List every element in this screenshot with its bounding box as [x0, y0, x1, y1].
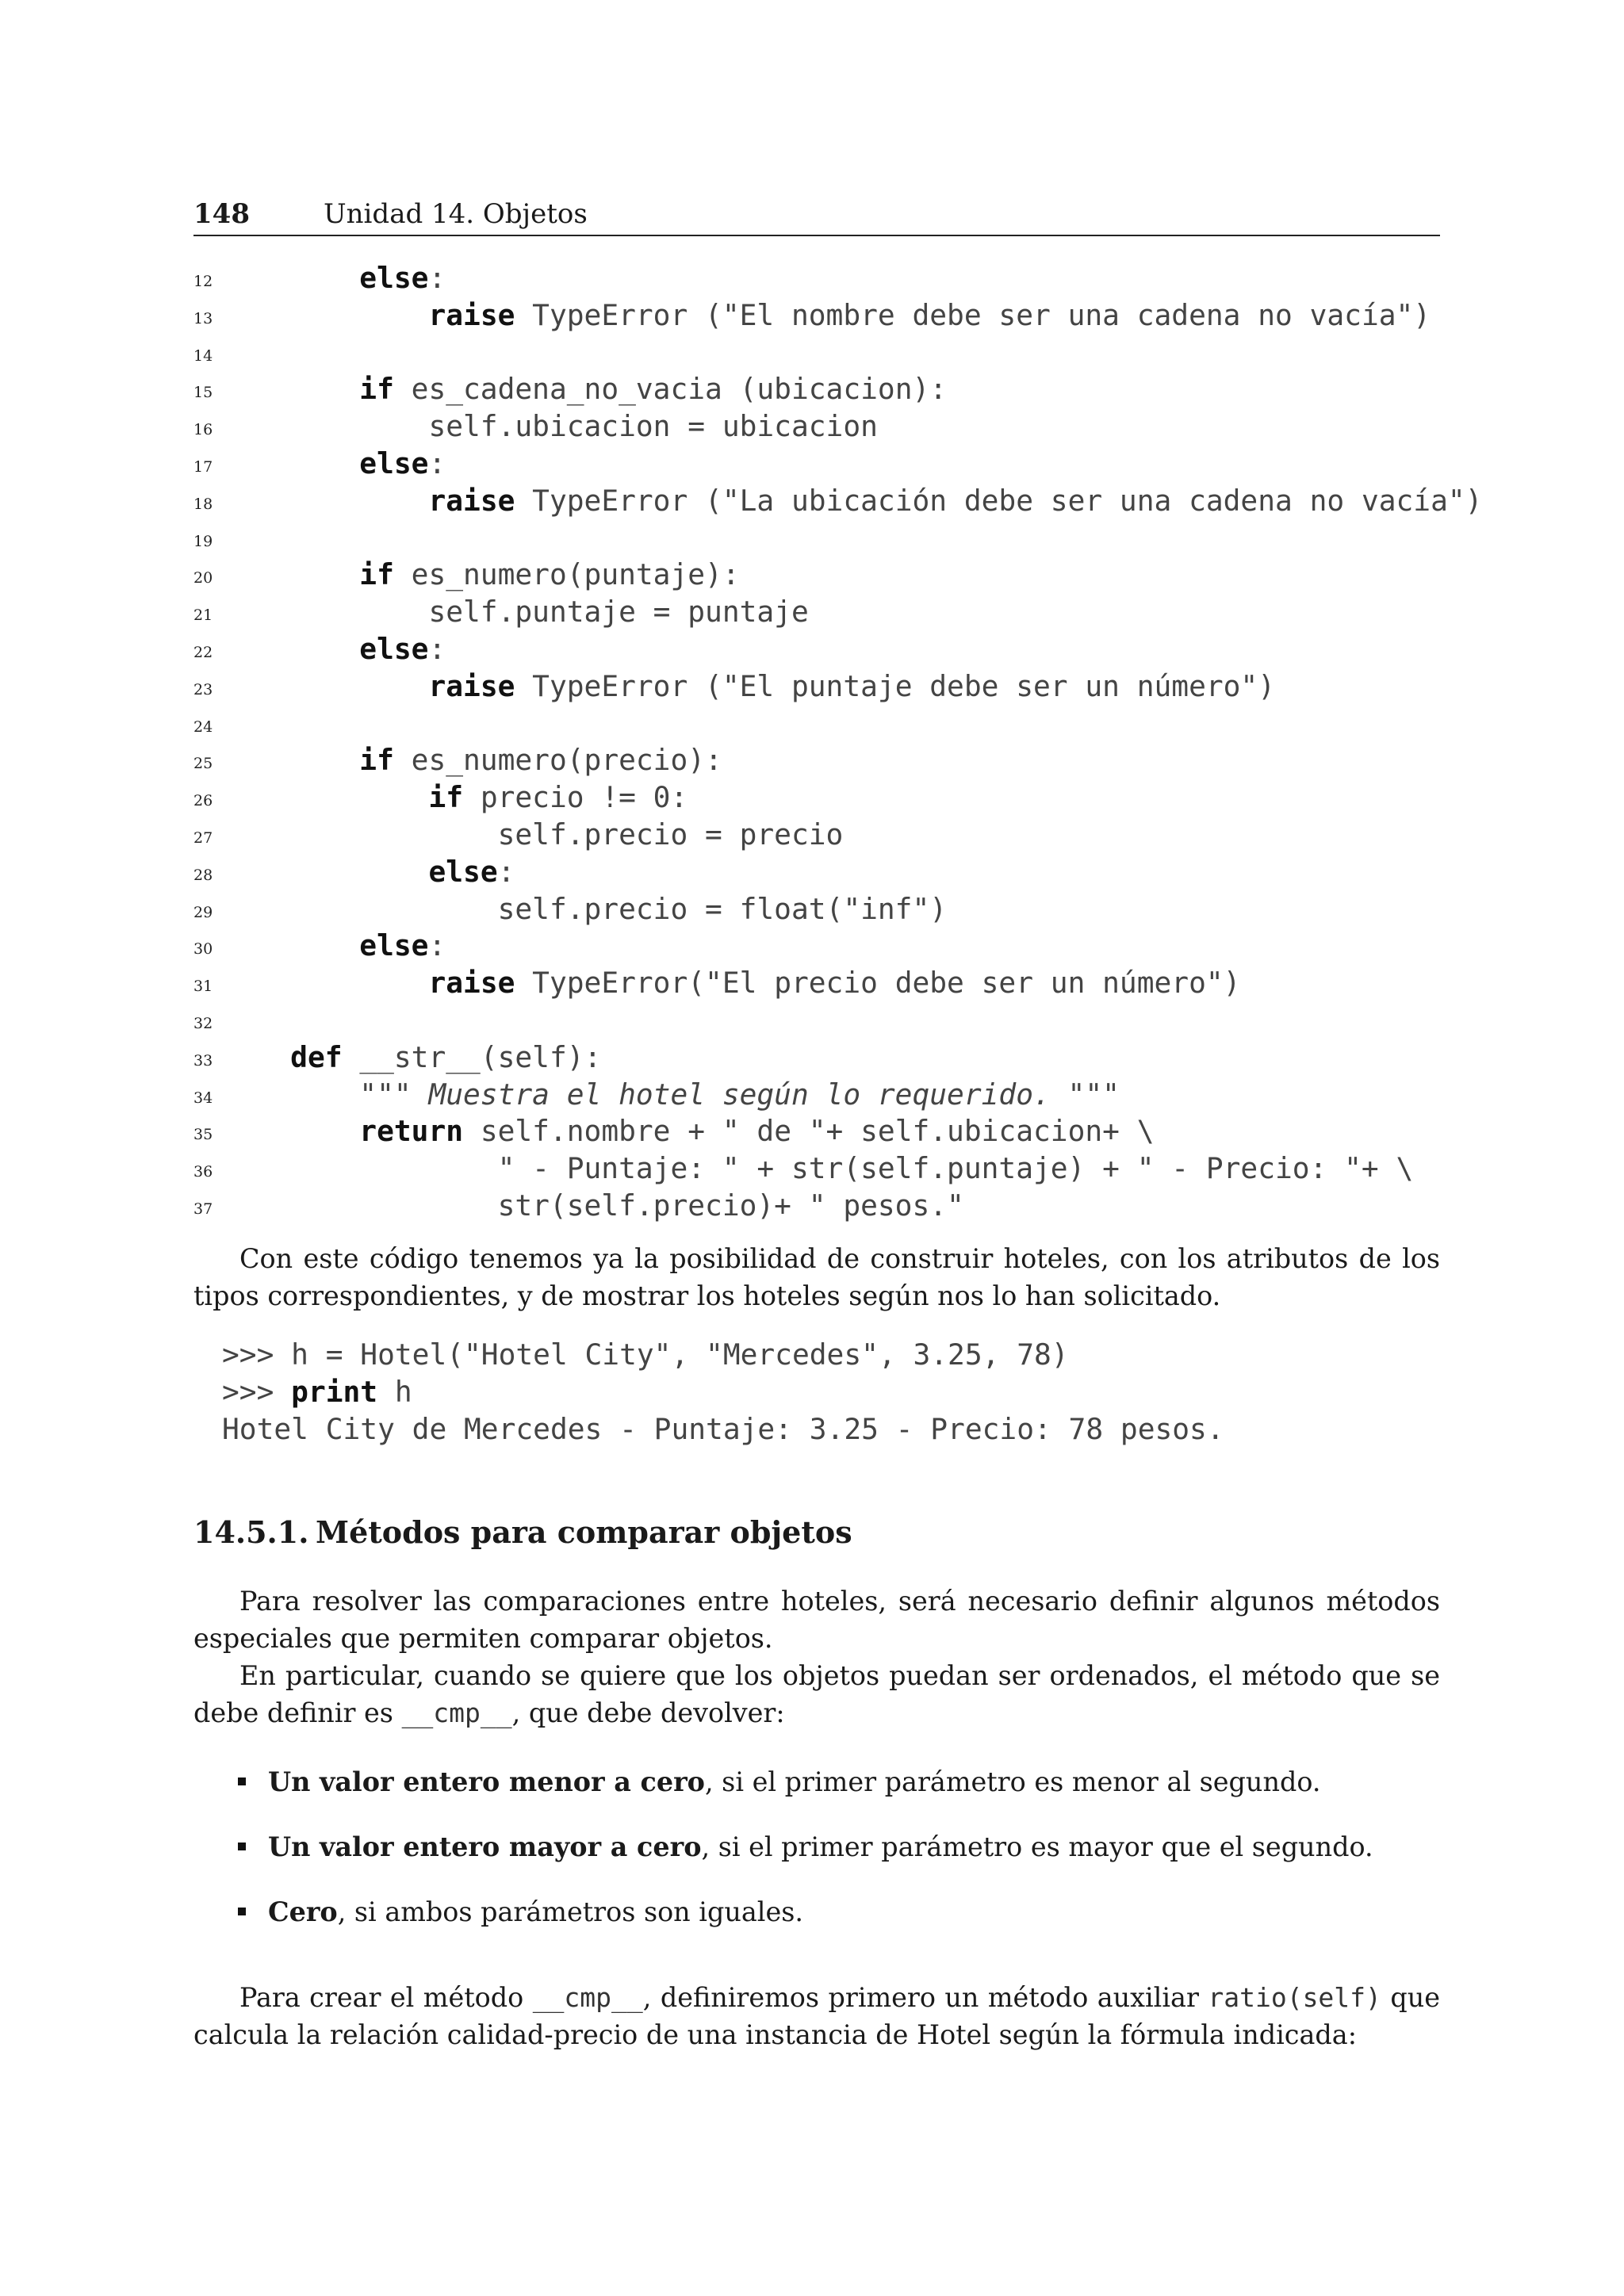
code-line — [0, 1113, 1624, 1150]
code-text — [221, 1113, 1155, 1150]
line-number: 32 — [193, 1014, 213, 1032]
line-number: 13 — [193, 309, 213, 327]
interpreter-session — [222, 1337, 1224, 1448]
section-title: Métodos para comparar objetos — [316, 1514, 852, 1550]
code-token — [221, 484, 428, 518]
code-token: self.precio = precio — [221, 817, 844, 851]
code-line — [0, 408, 1624, 446]
bullet-square-icon — [238, 1843, 246, 1850]
code-token — [221, 446, 359, 480]
list-item-description: , si el primer parámetro es mayor que el segundo. — [701, 1831, 1373, 1862]
code-line — [0, 1002, 1624, 1039]
code-token — [221, 557, 359, 591]
line-number: 22 — [193, 643, 213, 661]
code-token: es_cadena_no_vacia (ubicacion): — [393, 372, 948, 407]
code-text — [221, 668, 1275, 706]
code-token: : — [428, 928, 446, 963]
code-keyword: if — [359, 557, 394, 592]
code-keyword: def — [290, 1039, 343, 1074]
code-token — [221, 669, 428, 703]
interpreter-line — [222, 1374, 1224, 1411]
code-token: es_numero(puntaje): — [393, 557, 740, 592]
code-keyword: if — [359, 372, 394, 407]
code-text — [221, 1077, 1120, 1114]
bullet-square-icon — [238, 1777, 246, 1785]
code-text — [221, 631, 446, 668]
code-token: : — [428, 631, 446, 666]
code-line — [0, 817, 1624, 854]
code-line — [0, 483, 1624, 520]
line-number: 21 — [193, 607, 213, 625]
line-number: 16 — [193, 421, 213, 439]
code-token: str(self.precio)+ " pesos." — [221, 1188, 964, 1223]
interpreter-line — [222, 1411, 1224, 1448]
code-token — [221, 1077, 359, 1112]
line-number: 23 — [193, 680, 213, 698]
line-number: 30 — [193, 940, 213, 959]
code-text — [221, 408, 878, 446]
paragraph-intro: Con este código tenemos ya la posibilidad de construir hoteles, con los atributos de los tipos correspondientes, y de mostrar los hoteles según nos lo han solicitado. — [193, 1243, 1440, 1311]
code-keyword: raise — [428, 483, 515, 518]
code-line — [0, 594, 1624, 631]
code-keyword: return — [359, 1114, 464, 1149]
code-line — [0, 891, 1624, 928]
code-keyword: raise — [428, 668, 515, 703]
interpreter-line — [222, 1337, 1224, 1374]
code-keyword: else — [359, 261, 429, 295]
code-text — [221, 779, 688, 817]
paragraph-ratio-text-2: , definiremos primero un método auxiliar — [642, 1982, 1208, 2013]
bullet-square-icon — [238, 1908, 246, 1915]
line-number: 14 — [193, 346, 213, 365]
code-line — [0, 446, 1624, 483]
code-token — [221, 780, 428, 814]
code-line — [0, 779, 1624, 817]
page-number: 148 — [193, 198, 250, 230]
code-text — [221, 891, 947, 928]
code-token: : — [497, 854, 515, 889]
list-item-text — [268, 1828, 1373, 1866]
code-text — [221, 1150, 1413, 1188]
list-item-description: , si el primer parámetro es menor al segundo. — [704, 1766, 1321, 1797]
code-line — [0, 335, 1624, 372]
list-item — [238, 1763, 1443, 1828]
code-line — [0, 520, 1624, 557]
code-line — [0, 668, 1624, 706]
code-token: >>> — [222, 1374, 292, 1409]
code-token — [221, 855, 428, 889]
code-text — [221, 557, 740, 594]
code-line — [0, 260, 1624, 297]
code-token: : — [428, 261, 446, 295]
list-item — [238, 1828, 1443, 1893]
code-text — [221, 371, 947, 408]
line-number: 28 — [193, 866, 213, 884]
line-number: 20 — [193, 569, 213, 587]
code-line — [0, 297, 1624, 335]
return-values-list — [238, 1763, 1443, 1958]
line-number: 25 — [193, 755, 213, 773]
line-number: 37 — [193, 1200, 213, 1218]
code-text — [221, 817, 843, 854]
code-text — [221, 854, 515, 891]
ratio-code-inline: ratio(self) — [1208, 1982, 1381, 2013]
paragraph-cmp-text-2: , que debe devolver: — [511, 1697, 785, 1728]
code-token: " - Puntaje: " + str(self.puntaje) + " - Precio: "+ \ — [221, 1151, 1414, 1186]
code-line — [0, 742, 1624, 779]
code-token: precio != 0: — [463, 780, 688, 815]
code-text — [221, 297, 1431, 335]
code-text — [221, 446, 446, 483]
code-token — [221, 632, 359, 666]
code-docstring: """ Muestra el hotel según lo requerido. """ — [359, 1077, 1120, 1112]
code-line — [0, 706, 1624, 743]
code-line — [0, 1188, 1624, 1225]
line-number: 26 — [193, 792, 213, 810]
code-token: self.nombre + " de "+ self.ubicacion+ \ — [463, 1114, 1155, 1149]
line-number: 34 — [193, 1089, 213, 1107]
line-number: 33 — [193, 1051, 213, 1070]
code-token: self.ubicacion = ubicacion — [221, 409, 878, 444]
code-token: >>> h = Hotel("Hotel City", "Mercedes", 3.25, 78) — [222, 1337, 1069, 1372]
paragraph-ratio — [193, 1979, 1440, 2053]
code-token — [221, 928, 359, 962]
code-line — [0, 557, 1624, 594]
code-keyword: else — [359, 928, 429, 963]
code-token: TypeError ("El nombre debe ser una cadena no vacía") — [515, 297, 1431, 332]
page-header — [193, 192, 1440, 236]
code-line — [0, 1150, 1624, 1188]
line-number: 19 — [193, 532, 213, 550]
code-keyword: else — [359, 631, 429, 666]
line-number: 15 — [193, 384, 213, 402]
list-item-term: Un valor entero menor a cero — [268, 1766, 705, 1797]
code-token: TypeError("El precio debe ser un número") — [515, 966, 1241, 1001]
code-line — [0, 965, 1624, 1002]
code-token: : — [428, 446, 446, 480]
paragraph-ratio-text-1: Para crear el método — [239, 1982, 533, 2013]
paragraph-cmp-text-1: En particular, cuando se quiere que los objetos puedan ser ordenados, el método que se debe definir es — [193, 1660, 1440, 1728]
code-token: self.precio = float("inf") — [221, 891, 948, 926]
code-line — [0, 928, 1624, 965]
code-line — [0, 854, 1624, 891]
code-keyword: if — [359, 743, 394, 778]
code-text — [221, 965, 1240, 1002]
code-text — [221, 483, 1482, 520]
code-text — [221, 1039, 601, 1077]
code-listing — [0, 260, 1624, 1225]
list-item-text — [268, 1893, 803, 1931]
code-keyword: raise — [428, 297, 515, 332]
line-number: 12 — [193, 273, 213, 290]
code-line — [0, 631, 1624, 668]
chapter-title: Unidad 14. Objetos — [324, 198, 588, 230]
line-number: 17 — [193, 457, 213, 476]
section-number: 14.5.1. — [193, 1514, 309, 1550]
list-item-term: Un valor entero mayor a cero — [268, 1831, 702, 1862]
code-token: Hotel City de Mercedes - Puntaje: 3.25 - Precio: 78 pesos. — [222, 1411, 1224, 1446]
code-text — [221, 1188, 964, 1225]
list-item — [238, 1893, 1443, 1958]
code-keyword: print — [291, 1374, 378, 1409]
list-item-term: Cero — [268, 1896, 338, 1927]
code-token: es_numero(precio): — [393, 743, 722, 778]
line-number: 36 — [193, 1163, 213, 1181]
code-keyword: raise — [428, 966, 515, 1001]
code-line — [0, 1039, 1624, 1077]
list-item-description: , si ambos parámetros son iguales. — [337, 1896, 803, 1927]
code-token: __str__(self): — [342, 1039, 602, 1074]
code-line — [0, 1077, 1624, 1114]
paragraph-cmp — [193, 1657, 1440, 1732]
code-token — [221, 1040, 290, 1074]
line-number: 31 — [193, 978, 213, 996]
paragraph-ratio-text-3: que calcula la relación calidad-precio de una instancia de Hotel según la fórmula indicada: — [193, 1982, 1440, 2050]
code-text — [221, 742, 722, 779]
line-number: 18 — [193, 495, 213, 513]
code-keyword: else — [428, 854, 498, 889]
code-token: self.puntaje = puntaje — [221, 595, 809, 629]
cmp-code: __cmp__ — [401, 1697, 512, 1728]
code-text — [221, 928, 446, 965]
code-token — [221, 743, 359, 777]
paragraph-comparisons: Para resolver las comparaciones entre hoteles, será necesario definir algunos métodos especiales que permiten comparar objetos. — [193, 1586, 1440, 1654]
line-number: 24 — [193, 718, 213, 736]
code-keyword: if — [428, 780, 464, 815]
code-token: TypeError ("El puntaje debe ser un número") — [515, 668, 1276, 703]
code-token — [221, 298, 428, 332]
line-number: 29 — [193, 903, 213, 921]
line-number: 27 — [193, 828, 213, 847]
line-number: 35 — [193, 1126, 213, 1144]
code-line — [0, 371, 1624, 408]
code-text — [221, 260, 446, 297]
code-token — [221, 261, 359, 295]
list-item-text — [268, 1763, 1320, 1800]
cmp-code-inline: __cmp__ — [532, 1982, 643, 2013]
code-keyword: else — [359, 446, 429, 480]
code-token — [221, 372, 359, 406]
section-heading — [193, 1513, 852, 1552]
code-token — [221, 1114, 359, 1148]
code-text — [221, 594, 809, 631]
code-token — [221, 966, 428, 1000]
code-token: h — [377, 1374, 412, 1409]
code-token: TypeError ("La ubicación debe ser una cadena no vacía") — [515, 483, 1483, 518]
